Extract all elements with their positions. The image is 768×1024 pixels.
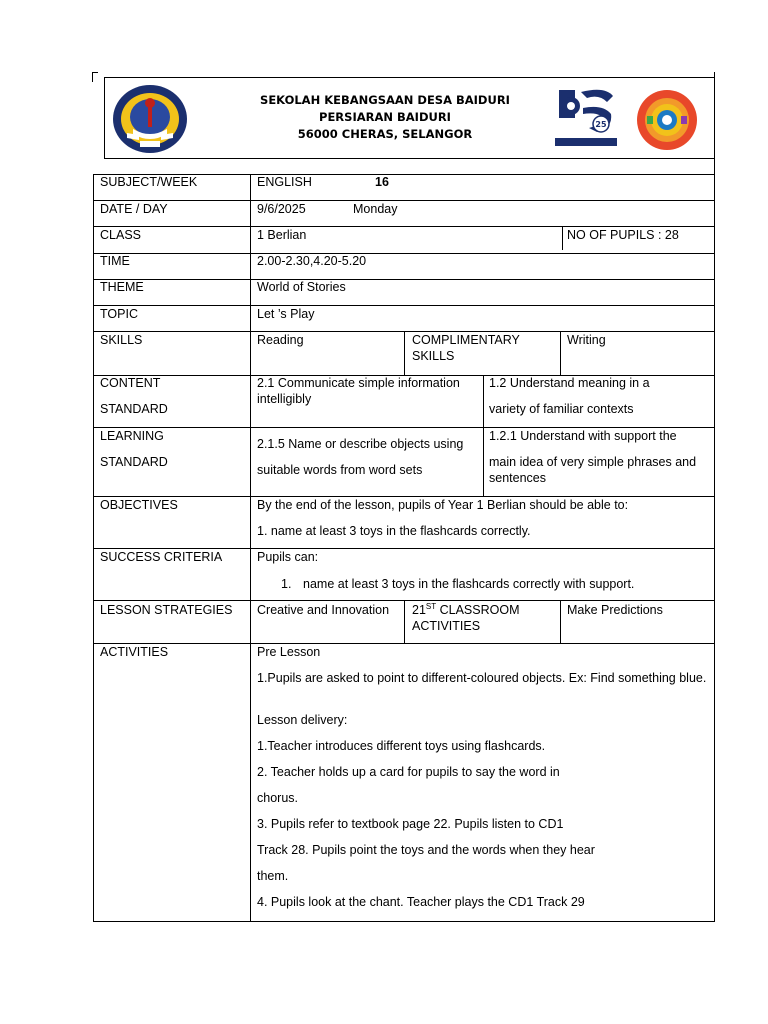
activity-line: 1.Pupils are asked to point to different-coloured objects. Ex: Find something blue. — [257, 671, 707, 685]
learning-standard-a-1: 2.1.5 Name or describe objects using — [257, 437, 464, 451]
row-line — [93, 253, 715, 254]
classroom-activities-value: Make Predictions — [567, 603, 663, 617]
topic-label: TOPIC — [100, 307, 138, 321]
activity-line: them. — [257, 869, 289, 883]
class-label: CLASS — [100, 228, 141, 242]
skills-divider-1 — [404, 331, 405, 375]
topic-value: Let ’s Play — [257, 307, 315, 321]
row-line — [93, 200, 715, 201]
header-border-bottom — [104, 158, 715, 159]
activity-line: 4. Pupils look at the chant. Teacher plays the CD1 Track 29 — [257, 895, 585, 909]
objectives-item: 1. name at least 3 toys in the flashcards correctly. — [257, 524, 531, 538]
objectives-label: OBJECTIVES — [100, 498, 178, 512]
success-criteria-label: SUCCESS CRITERIA — [100, 550, 223, 564]
learning-standard-b-1: 1.2.1 Understand with support the — [489, 429, 677, 443]
activity-line: 3. Pupils refer to textbook page 22. Pupils listen to CD1 — [257, 817, 564, 831]
subject-label: SUBJECT/WEEK — [100, 175, 198, 189]
objectives-intro: By the end of the lesson, pupils of Year 1 Berlian should be able to: — [257, 498, 629, 512]
content-standard-label-2: STANDARD — [100, 402, 168, 416]
learning-standard-a-2: suitable words from word sets — [257, 463, 423, 477]
activity-line: chorus. — [257, 791, 298, 805]
activity-line: 1.Teacher introduces different toys using flashcards. — [257, 739, 546, 753]
complimentary-label-2: SKILLS — [412, 349, 455, 363]
complimentary-label-1: COMPLIMENTARY — [412, 333, 520, 347]
pupils-count: NO OF PUPILS : 28 — [567, 228, 679, 242]
classroom-activities-label-2: ACTIVITIES — [412, 619, 481, 633]
time-label: TIME — [100, 254, 130, 268]
date-value: 9/6/2025 — [257, 202, 306, 216]
theme-label: THEME — [100, 280, 144, 294]
logo-number: 25 — [595, 120, 607, 129]
header-border-left — [104, 77, 105, 159]
success-criteria-item: name at least 3 toys in the flashcards correctly with support. — [303, 577, 635, 591]
activity-line: Lesson delivery: — [257, 713, 348, 727]
header-border-top — [104, 77, 715, 78]
school-name: SEKOLAH KEBANGSAAN DESA BAIDURI — [260, 93, 510, 107]
school-city: 56000 CHERAS, SELANGOR — [297, 127, 473, 141]
corner-mark — [92, 72, 93, 82]
date-label: DATE / DAY — [100, 202, 168, 216]
activity-line: Pre Lesson — [257, 645, 321, 659]
skills-value: Reading — [257, 333, 304, 347]
content-standard-a: 2.1 Communicate simple information intelligibly — [257, 376, 460, 406]
header-border-right — [714, 72, 715, 175]
row-line — [93, 305, 715, 306]
row-line — [93, 921, 715, 922]
success-criteria-intro: Pupils can: — [257, 550, 319, 564]
theme-value: World of Stories — [257, 280, 346, 294]
content-standard-b-1: 1.2 Understand meaning in a — [489, 376, 650, 390]
skills-label: SKILLS — [100, 333, 143, 347]
class-pupils-divider — [562, 226, 563, 250]
school-street: PERSIARAN BAIDURI — [319, 110, 451, 124]
content-standard-b-2: variety of familiar contexts — [489, 402, 634, 416]
standards-divider — [483, 375, 484, 496]
activity-line: Track 28. Pupils point the toys and the words when they hear — [257, 843, 595, 857]
school-crest-logo — [111, 83, 189, 155]
week-value: 16 — [375, 175, 389, 189]
strategies-divider-1 — [404, 600, 405, 643]
day-value: Monday — [353, 202, 398, 216]
learning-standard-b-2: main idea of very simple phrases and sentences — [489, 455, 697, 485]
skills-divider-2 — [560, 331, 561, 375]
time-value: 2.00-2.30,4.20-5.20 — [257, 254, 367, 268]
round-emblem-logo — [632, 88, 702, 152]
success-criteria-number: 1. — [281, 577, 292, 591]
subject-value: ENGLISH — [257, 175, 312, 189]
activity-line: 2. Teacher holds up a card for pupils to say the word in — [257, 765, 560, 779]
activities-label: ACTIVITIES — [100, 645, 169, 659]
row-line — [93, 643, 715, 644]
anniversary-25-logo — [553, 84, 619, 150]
class-value: 1 Berlian — [257, 228, 307, 242]
complimentary-value: Writing — [567, 333, 606, 347]
classroom-activities-label: 21ST CLASSROOM — [412, 601, 520, 617]
learning-standard-label-1: LEARNING — [100, 429, 164, 443]
row-line — [93, 279, 715, 280]
strategies-divider-2 — [560, 600, 561, 643]
lesson-strategies-value: Creative and Innovation — [257, 603, 390, 617]
content-standard-label-1: CONTENT — [100, 376, 161, 390]
learning-standard-label-2: STANDARD — [100, 455, 168, 469]
lesson-strategies-label: LESSON STRATEGIES — [100, 603, 233, 617]
